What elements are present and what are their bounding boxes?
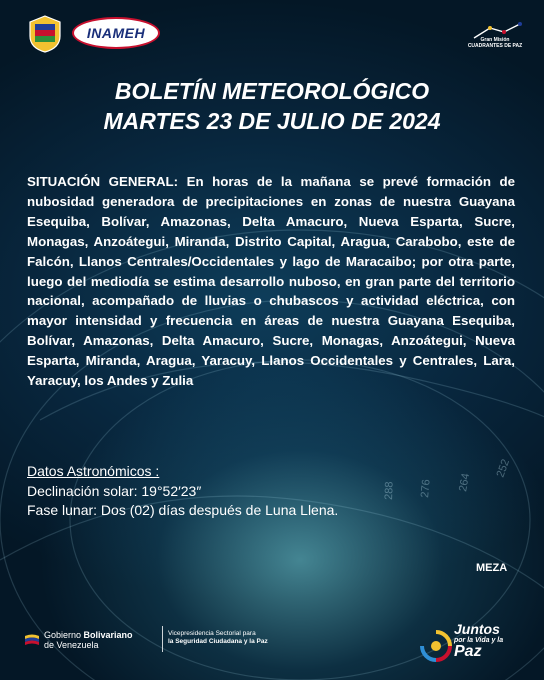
bg-label: 276 xyxy=(419,478,433,499)
cuadrantes-de-paz-logo-text xyxy=(462,38,528,49)
inameh-logo xyxy=(72,17,160,49)
title-line-1: BOLETÍN METEOROLÓGICO xyxy=(114,78,430,104)
gobierno-text xyxy=(44,630,133,650)
astronomical-data xyxy=(27,462,497,521)
juntos-text xyxy=(454,622,524,659)
solar-declination: Declinación solar: 19°52′23″ xyxy=(27,482,202,499)
juntos-por-la-vida-logo xyxy=(418,622,518,670)
juntos-line2: por la Vida y la xyxy=(454,637,504,644)
juntos-swirl-icon xyxy=(418,628,454,664)
title-line-2: MARTES 23 DE JULIO DE 2024 xyxy=(103,108,441,134)
gobierno-bolivariano-logo xyxy=(24,630,133,650)
juntos-line3: Paz xyxy=(454,643,482,660)
author-signature: MEZA xyxy=(476,562,508,574)
bg-label: 264 xyxy=(457,472,473,493)
venezuela-seal-icon xyxy=(26,14,64,54)
bg-label: 288 xyxy=(383,481,396,501)
guardians-line2: CUADRANTES DE PAZ xyxy=(467,42,523,49)
juntos-line1: Juntos xyxy=(454,621,500,637)
vice-line2: la Seguridad Ciudadana y la Paz xyxy=(168,638,268,645)
gob-prefix: Gobierno xyxy=(44,630,84,640)
moon-phase: Fase lunar: Dos (02) días después de Luna Llena. xyxy=(27,502,339,518)
general-situation-text: SITUACIÓN GENERAL: En horas de la mañana se prevé formación de nubosidad generadora de precipitaciones en zonas de nuestra Guayana Esequiba, Bolívar, Amazonas, Delta Amacuro, Nueva Esparta, Sucre, Monagas, Anzoátegui, Miranda, Distrito Capital, Aragua, Carabobo, este de Falcón, Llanos Centrales/Occidentales y lago de Maracaibo; por otra parte, luego del mediodía se estima desarrollo nuboso, en gran parte del territorio nacional, acompañado de lluvias o chubascos y actividad eléctrica, con mayor intensidad y frecuencia en áreas de nuestra Guayana Esequiba, Bolívar, Amazonas, Delta Amacuro, Sucre, Monagas, Anzoátegui, Nueva Esparta, Miranda, Aragua, Yaracuy, Llanos Occidentales y Centrales, Lara, Yaracuy, los Andes y Zulia xyxy=(27,174,515,389)
guardians-line1: Gran Misión xyxy=(480,37,510,43)
astronomical-heading: Datos Astronómicos : xyxy=(27,463,160,479)
bg-label: 252 xyxy=(494,457,513,480)
gob-line2: de Venezuela xyxy=(44,640,99,650)
footer-divider xyxy=(162,626,163,652)
venezuela-flag-icon xyxy=(24,633,40,647)
inameh-logo-text: INAMEH xyxy=(86,25,146,41)
gob-bold: Bolivariano xyxy=(83,630,133,640)
bulletin-title xyxy=(0,76,544,136)
vicepresidencia-text xyxy=(168,630,268,646)
vice-line1: Vicepresidencia Sectorial para xyxy=(168,630,256,637)
